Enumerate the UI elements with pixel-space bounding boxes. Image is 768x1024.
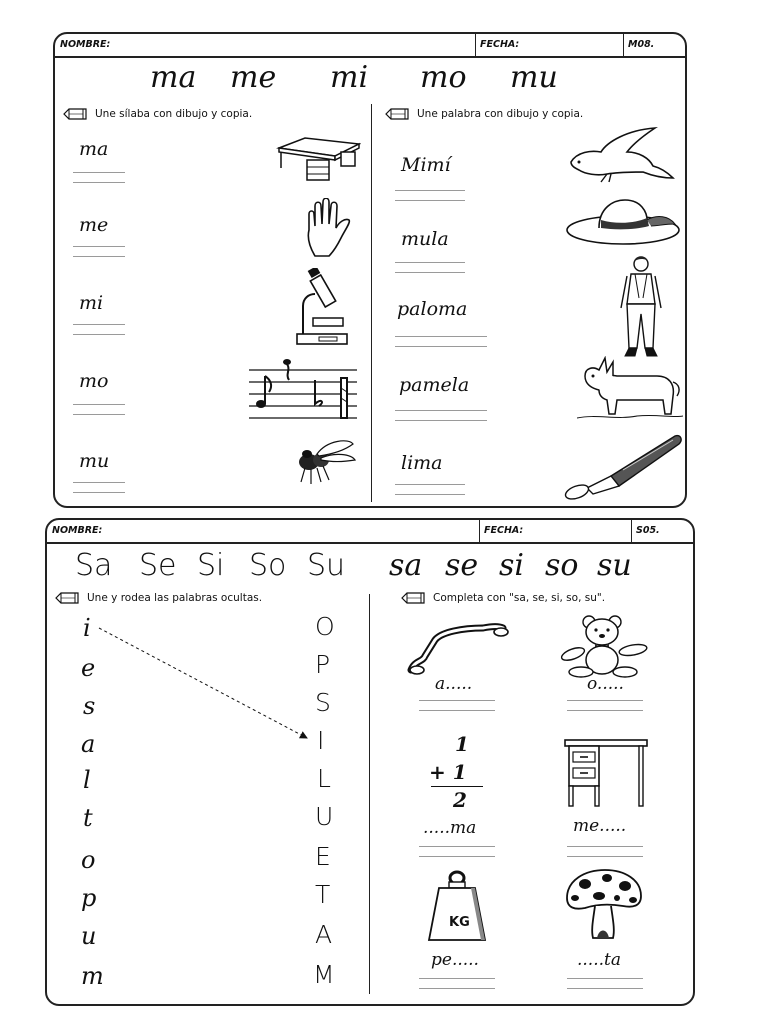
syllable: Su [307, 548, 346, 583]
date-label: FECHA: [484, 525, 524, 536]
instruction-right [385, 108, 583, 120]
print-letter[interactable]: O [315, 612, 335, 641]
instruction-text: Une y rodea las palabras ocultas. [87, 592, 263, 604]
cursive-letter[interactable]: t [83, 804, 93, 832]
syllable-item: mo [79, 370, 109, 392]
hand-picture [301, 198, 357, 260]
instruction-text: Une sílaba con dibujo y copia. [95, 108, 253, 120]
music-staff-picture [249, 358, 357, 422]
print-letter[interactable]: M [313, 960, 335, 989]
worksheet-header [55, 34, 685, 58]
print-letter[interactable]: P [315, 650, 331, 679]
writing-lines[interactable] [395, 262, 465, 276]
instruction-left [55, 592, 262, 604]
writing-lines[interactable] [567, 846, 643, 860]
donkey-picture [577, 356, 683, 424]
writing-lines[interactable] [567, 978, 643, 992]
sum-result: 2 [453, 788, 467, 812]
weight-label: KG [449, 915, 470, 930]
desk-picture [275, 134, 361, 182]
cursive-letter[interactable]: a [81, 730, 96, 758]
syllable-item: ma [79, 138, 109, 160]
handle-picture [407, 620, 511, 678]
cursive-letter[interactable]: i [83, 614, 91, 642]
completion-text: .....ta [577, 950, 621, 970]
cursive-letter[interactable]: l [83, 766, 91, 794]
syllable: so [545, 548, 579, 583]
syllable: se [445, 548, 479, 583]
worksheet-code: M08. [628, 39, 655, 50]
writing-lines[interactable] [395, 190, 465, 204]
syllable-item: me [79, 214, 109, 236]
pencil-icon [401, 592, 427, 604]
syllable: mi [330, 60, 369, 95]
syllable: mu [510, 60, 558, 95]
file-tool-picture [563, 430, 683, 500]
cursive-letter[interactable]: m [81, 962, 104, 990]
cursive-letter[interactable]: s [83, 692, 96, 720]
completion-text: me..... [573, 816, 627, 836]
writing-lines[interactable] [395, 410, 487, 424]
writing-lines[interactable] [395, 336, 487, 350]
date-label: FECHA: [480, 39, 520, 50]
pencil-icon [55, 592, 81, 604]
writing-lines[interactable] [419, 700, 495, 714]
print-letter[interactable]: L [317, 764, 331, 793]
instruction-text: Completa con "sa, se, si, so, su". [433, 592, 606, 604]
syllable: me [230, 60, 277, 95]
completion-text: o..... [587, 674, 624, 694]
syllable: mo [420, 60, 467, 95]
writing-lines[interactable] [73, 482, 125, 496]
cursive-letter[interactable]: u [81, 922, 97, 950]
print-letter[interactable]: I [317, 726, 325, 755]
instruction-text: Une palabra con dibujo y copia. [417, 108, 584, 120]
word-item: lima [401, 452, 443, 474]
word-item: Mimí [401, 154, 451, 176]
syllable-item: mu [79, 450, 110, 472]
sum-operator: + 1 [429, 760, 467, 784]
syllable: Se [139, 548, 177, 583]
cursive-letter[interactable]: p [81, 884, 97, 912]
print-letter[interactable]: A [315, 920, 333, 949]
mushroom-picture [563, 868, 645, 942]
print-letter[interactable]: S [315, 688, 331, 717]
writing-lines[interactable] [567, 700, 643, 714]
table-picture [563, 738, 649, 808]
pencil-icon [385, 108, 411, 120]
cursive-letter[interactable]: e [81, 654, 96, 682]
teddy-bear-picture [559, 614, 651, 678]
woman-picture [617, 254, 665, 360]
instruction-right [401, 592, 605, 604]
completion-text: a..... [435, 674, 473, 694]
completion-text: pe..... [431, 950, 479, 970]
weight-picture [425, 870, 489, 942]
writing-lines[interactable] [419, 846, 495, 860]
name-label: NOMBRE: [60, 39, 111, 50]
syllable-item: mi [79, 292, 104, 314]
word-item: paloma [397, 298, 468, 320]
hat-picture [565, 194, 683, 248]
writing-lines[interactable] [419, 978, 495, 992]
worksheet-code: S05. [636, 525, 660, 536]
writing-lines[interactable] [73, 324, 125, 338]
pencil-icon [63, 108, 89, 120]
writing-lines[interactable] [73, 172, 125, 186]
completion-text: .....ma [423, 818, 477, 838]
writing-lines[interactable] [73, 404, 125, 418]
writing-lines[interactable] [73, 246, 125, 260]
syllable: si [499, 548, 524, 583]
instruction-left [63, 108, 252, 120]
word-item: pamela [399, 374, 470, 396]
writing-lines[interactable] [395, 484, 465, 498]
worksheet-m08 [53, 32, 687, 508]
name-label: NOMBRE: [52, 525, 103, 536]
syllable: sa [389, 548, 423, 583]
syllable: Sa [75, 548, 113, 583]
word-item: mula [401, 228, 449, 250]
cursive-letter[interactable]: o [81, 846, 96, 874]
worksheet-s05 [45, 518, 695, 1006]
worksheet-header [47, 520, 693, 544]
syllable: su [597, 548, 632, 583]
sum-operand: 1 [455, 732, 469, 756]
dashed-arrow [97, 624, 313, 744]
syllable: So [249, 548, 287, 583]
print-letter[interactable]: T [315, 880, 331, 909]
fly-picture [287, 432, 359, 488]
syllable: Si [197, 548, 225, 583]
print-letter[interactable]: U [315, 802, 334, 831]
syllable: ma [150, 60, 197, 95]
dove-picture [567, 122, 679, 184]
print-letter[interactable]: E [315, 842, 331, 871]
microscope-picture [295, 268, 351, 348]
